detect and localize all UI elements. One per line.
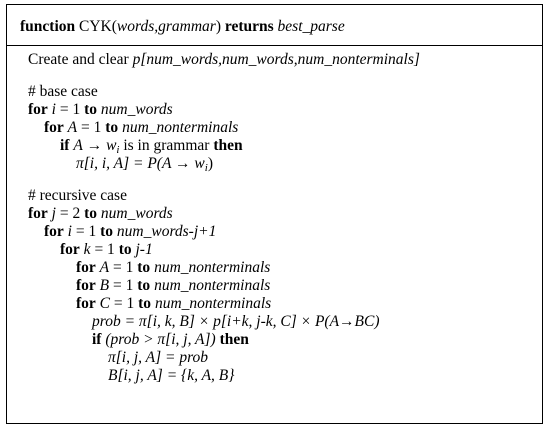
rec-if-line [92,331,249,349]
loop-start: = 1 [55,101,85,118]
keyword-for: for [76,295,96,312]
header-divider [7,45,542,46]
loop-var: k [83,241,91,258]
prob-line [92,313,380,331]
keyword-then: then [219,331,249,348]
loop-start: = 2 [55,205,85,222]
update-pi-line [108,349,208,367]
loop-var: A [99,259,110,276]
keyword-to: to [84,205,98,222]
keyword-to: to [105,119,119,136]
loop-start: = 1 [77,119,106,136]
keyword-to: to [100,223,114,240]
rec-loop-j [28,205,173,223]
algorithm-box [6,4,543,424]
keyword-if: if [60,137,70,154]
keyword-to: to [118,241,132,258]
condition-text: is in grammar [119,137,214,154]
keyword-if: if [92,331,102,348]
base-loop-i [28,101,173,119]
keyword-to: to [137,259,151,276]
loop-start: = 1 [110,295,139,312]
keyword-to: to [84,101,98,118]
loop-start: = 1 [90,241,119,258]
open-paren: ( [111,18,117,35]
function-header [20,18,345,36]
loop-var: i [67,223,72,240]
keyword-for: for [28,101,48,118]
loop-var: j [51,205,56,222]
keyword-for: for [60,241,80,258]
loop-end: num_nonterminals [122,119,239,136]
keyword-for: for [44,223,64,240]
prob-expression: prob = π[i, k, B] × p[i+k, j-k, C] × P(A→BC) [92,313,380,330]
keyword-then: then [213,137,243,154]
loop-end: num_words [100,205,173,222]
rule-word-subscript: i [116,144,120,156]
keyword-for: for [76,277,96,294]
keyword-returns: returns [224,18,274,35]
function-name: CYK [79,18,112,35]
comment-text: # recursive case [28,187,127,204]
base-assign-line [76,155,213,177]
keyword-for: for [44,119,64,136]
keyword-for: for [28,205,48,222]
condition-text: (prob > π[i, j, A]) [101,331,220,348]
loop-end: num_words [100,101,173,118]
rule-lhs: A [73,137,83,154]
keyword-for: for [76,259,96,276]
rec-loop-k [60,241,153,259]
rule-arrow: → [82,137,107,154]
loop-start: = 1 [109,277,138,294]
loop-end: num_nonterminals [154,295,272,312]
init-line [28,51,420,69]
close-paren: ) [215,18,221,35]
loop-start: = 1 [109,259,138,276]
rule-word: w [106,137,117,154]
keyword-to: to [137,277,151,294]
loop-end: num_nonterminals [154,277,271,294]
loop-var: A [67,119,78,136]
keyword-function: function [20,18,76,35]
return-value: best_parse [277,18,345,35]
loop-var: B [99,277,110,294]
base-case-comment [28,83,98,101]
assignment-close: ) [207,155,213,172]
update-b-line [108,367,234,385]
rec-loop-b [76,277,270,295]
update-pi-expression: π[i, j, A] = prob [108,349,209,366]
loop-start: = 1 [71,223,101,240]
function-params: words,grammar [116,18,216,35]
comment-text: # base case [28,83,98,100]
loop-var: C [99,295,111,312]
assignment-subscript: i [204,162,208,174]
init-text: Create and clear [28,51,133,68]
assignment-expression: π[i, i, A] = P(A → w [76,155,205,172]
base-loop-a [44,119,238,137]
loop-end: num_words-j+1 [116,223,217,240]
rec-loop-c [76,295,271,313]
loop-var: i [51,101,56,118]
keyword-to: to [138,295,152,312]
init-array: p[num_words,num_words,num_nonterminals] [132,51,420,68]
recursive-case-comment [28,187,127,205]
loop-end: num_nonterminals [154,259,271,276]
loop-end: j-1 [135,241,153,258]
rec-loop-a [76,259,270,277]
rec-loop-i [44,223,216,241]
update-b-expression: B[i, j, A] = {k, A, B} [108,367,235,384]
